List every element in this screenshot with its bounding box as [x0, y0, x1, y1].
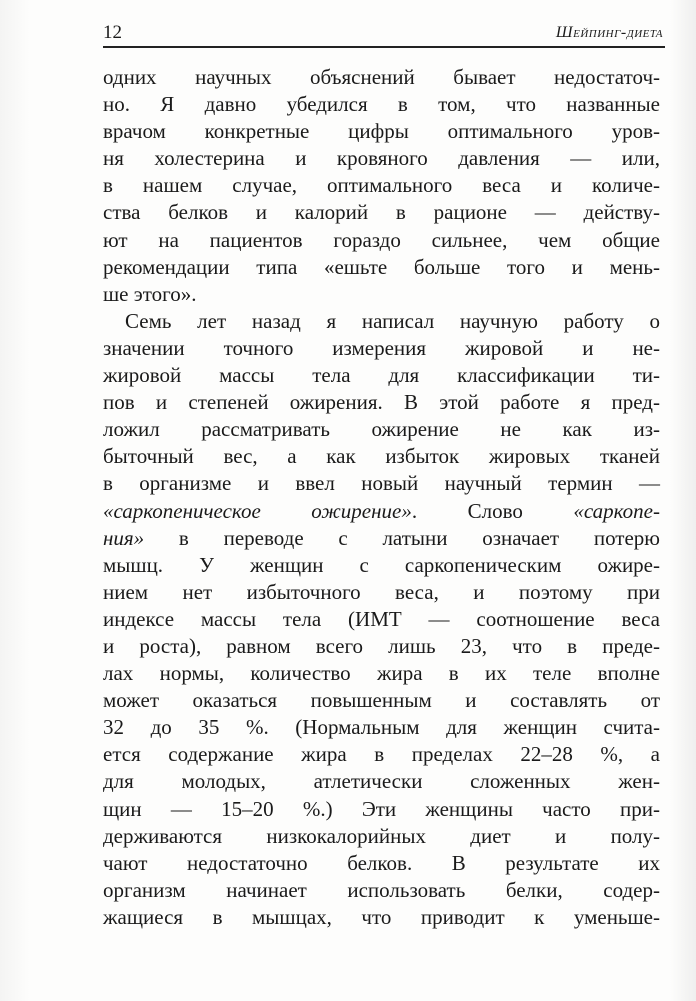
text-segment: в организме и ввел новый научный термин —	[103, 471, 660, 496]
text-line	[103, 362, 660, 389]
text-segment: одних научных объяснений бывает недостаточ-	[103, 65, 660, 89]
text-segment: врачом конкретные цифры оптимального уров-	[103, 119, 660, 144]
text-line	[103, 525, 660, 552]
text-line	[103, 281, 660, 308]
text-line	[103, 389, 660, 416]
text-line	[103, 850, 660, 877]
text-segment: ше этого».	[103, 281, 197, 306]
text-line	[103, 227, 660, 254]
text-line	[103, 823, 660, 850]
text-line	[103, 498, 660, 525]
text-segment: жащиеся в мышцах, что приводит к уменьше-	[103, 904, 660, 929]
body-text	[103, 64, 660, 931]
text-line	[103, 91, 660, 118]
text-segment: в нашем случае, оптимального веса и количе-	[103, 173, 660, 198]
text-line	[103, 796, 660, 823]
text-line	[103, 470, 660, 497]
text-line	[103, 552, 660, 579]
text-line	[103, 172, 660, 199]
text-segment: в переводе с латыни означает потерю	[144, 525, 660, 550]
text-segment: значении точного измерения жировой и не-	[103, 335, 660, 360]
text-segment: рекомендации типа «ешьте больше того и мень-	[103, 254, 660, 279]
text-segment: организм начинает использовать белки, содер-	[103, 877, 660, 902]
text-line	[103, 64, 660, 91]
text-line	[103, 118, 660, 145]
text-segment: держиваются низкокалорийных диет и полу-	[103, 823, 660, 848]
running-title: Шейпинг-диета	[555, 24, 663, 41]
text-line	[103, 579, 660, 606]
text-line	[103, 606, 660, 633]
text-segment: . Слово	[411, 498, 574, 523]
text-segment: щин — 15–20 %.) Эти женщины часто при-	[103, 796, 660, 821]
text-segment: быточный вес, а как избыток жировых тканей	[103, 444, 660, 469]
text-segment: жировой массы тела для классификации ти-	[103, 363, 660, 388]
text-line	[103, 660, 660, 687]
text-line	[103, 877, 660, 904]
page-header	[103, 22, 663, 46]
text-segment: пов и степеней ожирения. В этой работе я пред-	[103, 390, 660, 415]
text-segment: ется содержание жира в пределах 22–28 %, а	[103, 742, 660, 767]
text-segment: 32 до 35 %. (Нормальным для женщин счита-	[103, 715, 660, 740]
text-segment: чают недостаточно белков. В результате их	[103, 850, 660, 875]
text-line	[103, 443, 660, 470]
text-line	[103, 633, 660, 660]
text-segment: индексе массы тела (ИМТ — соотношение веса	[103, 606, 660, 631]
page-number: 12	[103, 22, 122, 43]
text-line	[103, 145, 660, 172]
italic-term: «саркопе-	[573, 498, 660, 523]
text-segment: для молодых, атлетически сложенных жен-	[103, 769, 660, 794]
text-segment: нием нет избыточного веса, и поэтому при	[103, 579, 660, 604]
text-segment: Семь лет назад я написал научную работу о	[125, 308, 660, 333]
text-line	[103, 199, 660, 226]
text-segment: ложил рассматривать ожирение не как из-	[103, 417, 660, 442]
italic-term: «саркопеническое ожирение»	[103, 498, 412, 523]
text-line	[103, 904, 660, 931]
text-segment: мышц. У женщин с саркопеническим ожире-	[103, 552, 660, 577]
text-line	[103, 416, 660, 443]
text-segment: может оказаться повышенным и составлять от	[103, 688, 660, 713]
header-rule	[103, 46, 665, 48]
italic-term: ния»	[103, 525, 145, 550]
text-segment: ня холестерина и кровяного давления — или,	[103, 146, 660, 171]
text-line	[103, 308, 660, 335]
text-segment: и роста), равном всего лишь 23, что в преде-	[103, 633, 660, 658]
text-segment: но. Я давно убедился в том, что названные	[103, 92, 660, 117]
text-line	[103, 687, 660, 714]
text-line	[103, 335, 660, 362]
text-line	[103, 714, 660, 741]
text-segment: ют на пациентов гораздо сильнее, чем общие	[103, 227, 660, 252]
text-line	[103, 741, 660, 768]
text-line	[103, 254, 660, 281]
text-segment: лах нормы, количество жира в их теле вполне	[103, 661, 660, 686]
text-segment: ства белков и калорий в рационе — действу-	[103, 200, 660, 225]
text-line	[103, 768, 660, 795]
